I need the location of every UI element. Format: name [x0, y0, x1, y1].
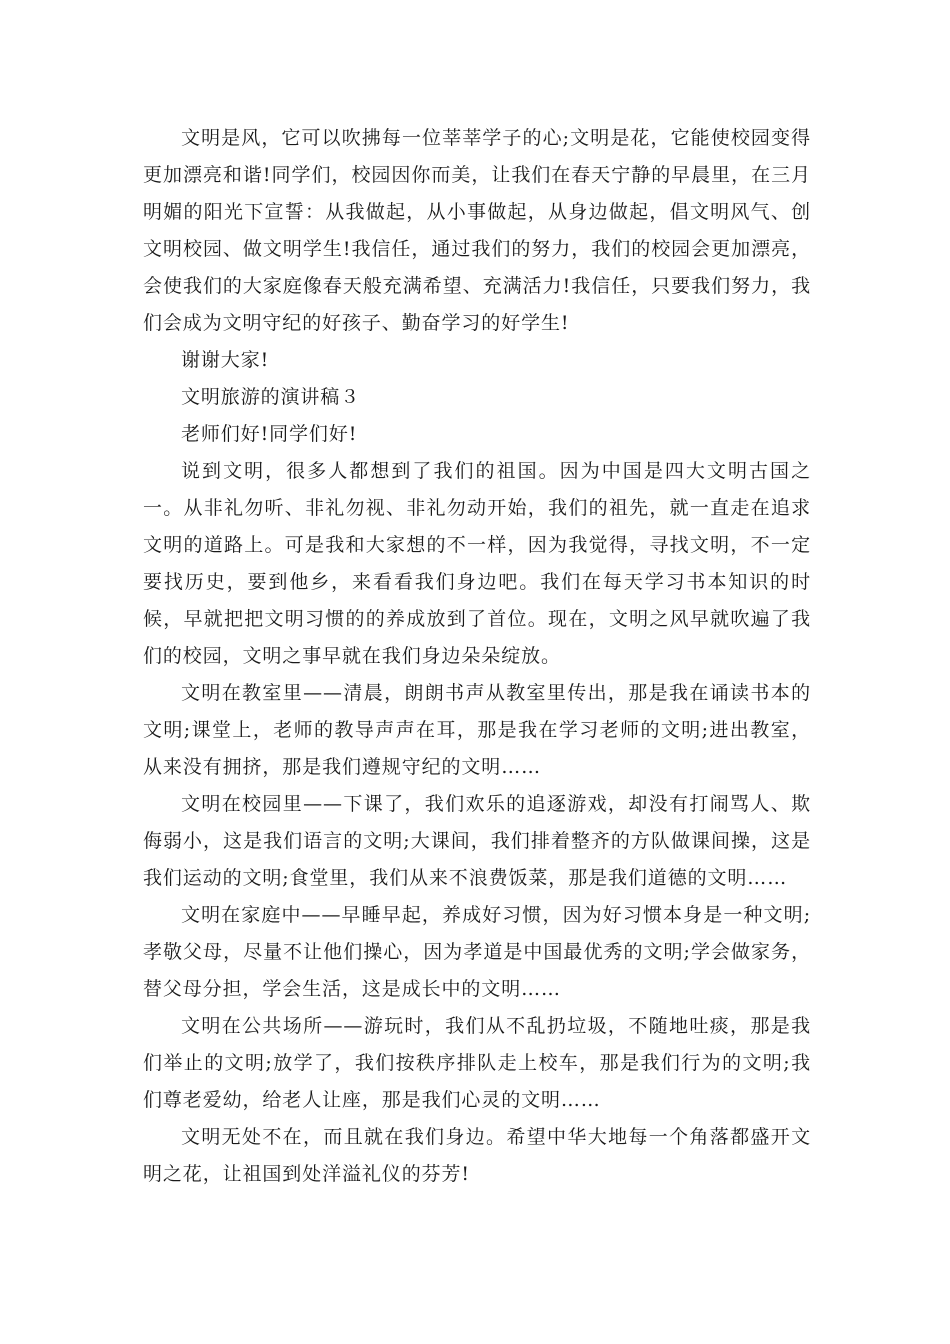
paragraph-conclusion: 文明无处不在，而且就在我们身边。希望中华大地每一个角落都盛开文明之花，让祖国到处洋溢礼仪的芬芳! [143, 1126, 811, 1185]
paragraph-campus: 文明在校园里——下课了，我们欢乐的追逐游戏，却没有打闹骂人、欺侮弱小，这是我们语言的文明;大课间，我们排着整齐的方队做课间操，这是我们运动的文明;食堂里，我们从来不浪费饭菜，那是我们道德的文明…… [143, 793, 811, 889]
section-title: 文明旅游的演讲稿３ [181, 386, 361, 408]
paragraph-classroom: 文明在教室里——清晨，朗朗书声从教室里传出，那是我在诵读书本的文明;课堂上，老师的教导声声在耳，那是我在学习老师的文明;进出教室，从来没有拥挤，那是我们遵规守纪的文明…… [143, 682, 811, 778]
document-body [143, 120, 811, 1193]
paragraph-thanks: 谢谢大家! [181, 349, 270, 371]
paragraph-intro: 说到文明，很多人都想到了我们的祖国。因为中国是四大文明古国之一。从非礼勿听、非礼勿视、非礼勿动开始，我们的祖先，就一直走在追求文明的道路上。可是我和大家想的不一样，因为我觉得，寻找文明，不一定要找历史，要到他乡，来看看我们身边吧。我们在每天学习书本知识的时候，早就把把文明习惯的的养成放到了首位。现在，文明之风早就吹遍了我们的校园，文明之事早就在我们身边朵朵绽放。 [143, 460, 811, 667]
paragraph-greeting: 老师们好!同学们好! [181, 423, 358, 445]
paragraph-public-places: 文明在公共场所——游玩时，我们从不乱扔垃圾，不随地吐痰，那是我们举止的文明;放学了，我们按秩序排队走上校车，那是我们行为的文明;我们尊老爱幼，给老人让座，那是我们心灵的文明…… [143, 1015, 811, 1111]
paragraph-family: 文明在家庭中——早睡早起，养成好习惯，因为好习惯本身是一种文明;孝敬父母，尽量不让他们操心，因为孝道是中国最优秀的文明;学会做家务，替父母分担，学会生活，这是成长中的文明…… [143, 904, 811, 1000]
paragraph-civilization-wind: 文明是风，它可以吹拂每一位莘莘学子的心;文明是花，它能使校园变得更加漂亮和谐!同学们，校园因你而美，让我们在春天宁静的早晨里，在三月明媚的阳光下宣誓：从我做起，从小事做起，从身边做起，倡文明风气、创文明校园、做文明学生!我信任，通过我们的努力，我们的校园会更加漂亮，会使我们的大家庭像春天般充满希望、充满活力!我信任，只要我们努力，我们会成为文明守纪的好孩子、勤奋学习的好学生! [143, 127, 811, 334]
